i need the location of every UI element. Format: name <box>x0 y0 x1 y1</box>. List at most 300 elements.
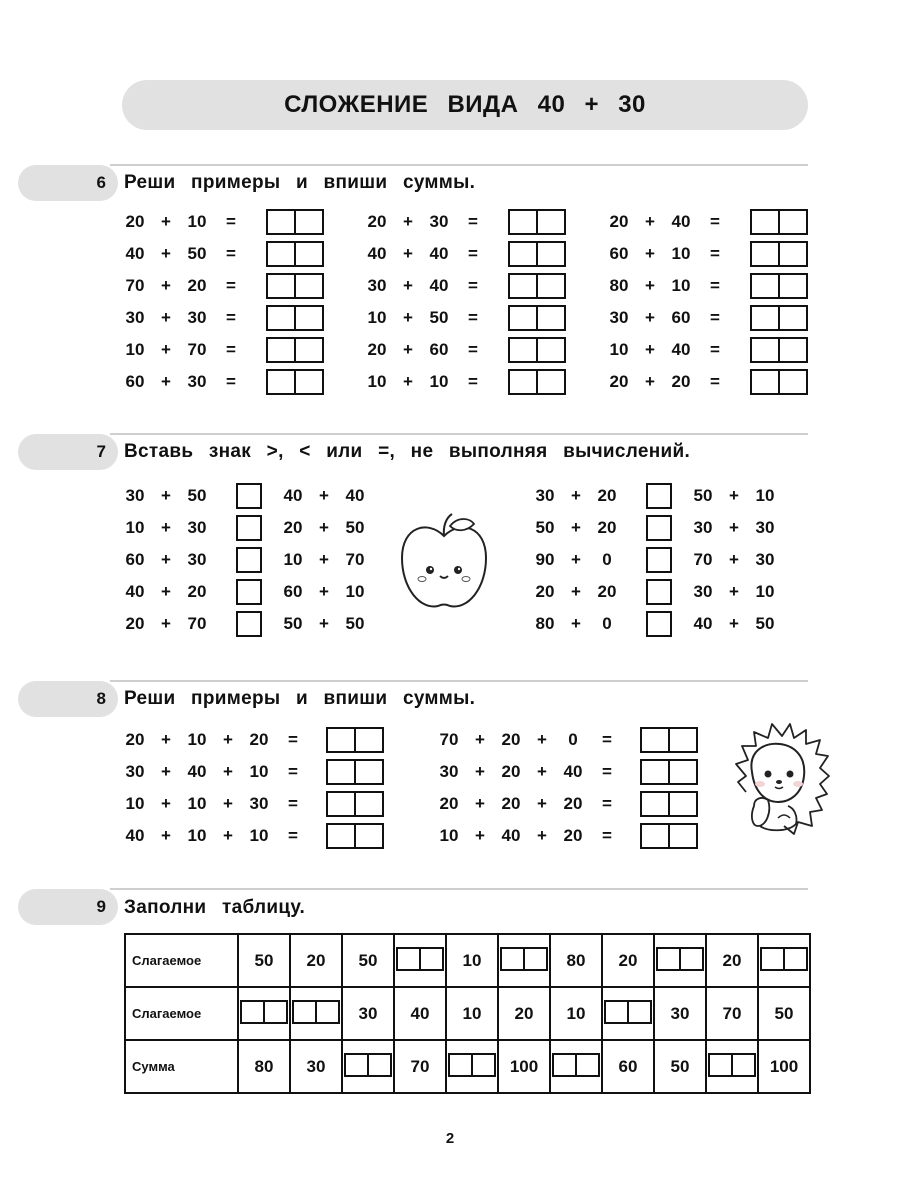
operand: 20 <box>563 826 583 845</box>
plus-sign: + <box>475 730 485 749</box>
plus-sign: + <box>645 276 655 295</box>
operand: 60 <box>671 308 691 327</box>
operand: 30 <box>439 762 459 781</box>
table-answer-box[interactable] <box>396 947 444 971</box>
table-answer-box[interactable] <box>760 947 808 971</box>
plus-sign: + <box>161 614 171 633</box>
plus-sign: + <box>319 614 329 633</box>
compare-sign-box[interactable] <box>236 515 262 541</box>
exercise-row <box>606 368 808 396</box>
plus-sign: + <box>161 244 171 263</box>
answer-box[interactable] <box>326 759 384 785</box>
exercise-row <box>532 482 778 510</box>
plus-sign: + <box>403 276 413 295</box>
operand: 20 <box>671 372 691 391</box>
table-cell[interactable] <box>654 934 706 987</box>
table-cell[interactable] <box>446 1040 498 1093</box>
operand: 40 <box>671 340 691 359</box>
equals-sign: = <box>710 308 720 327</box>
operand: 30 <box>693 582 713 601</box>
equals-sign: = <box>468 276 478 295</box>
table-answer-box[interactable] <box>500 947 548 971</box>
table-cell: 60 <box>602 1040 654 1093</box>
section-number: 6 <box>96 173 106 192</box>
operand: 10 <box>367 308 387 327</box>
plus-sign: + <box>319 518 329 537</box>
table-cell: 10 <box>550 987 602 1040</box>
table-answer-box[interactable] <box>448 1053 496 1077</box>
plus-sign: + <box>161 550 171 569</box>
answer-box[interactable] <box>508 209 566 235</box>
table-cell[interactable] <box>498 934 550 987</box>
operand: 50 <box>187 486 207 505</box>
answer-box[interactable] <box>750 241 808 267</box>
equals-sign: = <box>602 794 612 813</box>
page-title: СЛОЖЕНИЕ ВИДА 40 + 30 <box>284 91 646 118</box>
operand: 60 <box>283 582 303 601</box>
operand: 20 <box>609 372 629 391</box>
equals-sign: = <box>710 212 720 231</box>
table-cell: 20 <box>706 934 758 987</box>
page-title-bar <box>122 80 808 130</box>
equals-sign: = <box>288 794 298 813</box>
equals-sign: = <box>468 340 478 359</box>
operand: 10 <box>671 244 691 263</box>
section-tab <box>38 434 118 470</box>
exercise-row <box>436 758 698 786</box>
operand: 20 <box>535 582 555 601</box>
exercise-row <box>364 336 566 364</box>
equals-sign: = <box>602 762 612 781</box>
exercise-row <box>364 368 566 396</box>
plus-sign: + <box>537 730 547 749</box>
operand: 40 <box>671 212 691 231</box>
answer-box[interactable] <box>750 369 808 395</box>
equals-sign: = <box>710 276 720 295</box>
table-answer-box[interactable] <box>292 1000 340 1024</box>
exercise-row <box>532 546 778 574</box>
exercise-row <box>606 272 808 300</box>
exercise-row <box>436 790 698 818</box>
operand: 70 <box>693 550 713 569</box>
operand: 20 <box>125 614 145 633</box>
equals-sign: = <box>710 340 720 359</box>
operand: 50 <box>693 486 713 505</box>
answer-box[interactable] <box>326 791 384 817</box>
exercise-row <box>122 546 368 574</box>
plus-sign: + <box>571 486 581 505</box>
operand: 10 <box>345 582 365 601</box>
operand: 10 <box>187 730 207 749</box>
operand: 60 <box>125 372 145 391</box>
operand: 10 <box>125 518 145 537</box>
exercise-row <box>122 304 324 332</box>
exercise-row <box>122 272 324 300</box>
plus-sign: + <box>161 308 171 327</box>
table-cell: 80 <box>550 934 602 987</box>
exercise-row <box>606 240 808 268</box>
exercise-row <box>606 304 808 332</box>
equals-sign: = <box>226 212 236 231</box>
table-cell: 70 <box>394 1040 446 1093</box>
plus-sign: + <box>645 212 655 231</box>
exercise-row <box>436 822 698 850</box>
fill-table <box>124 933 811 1094</box>
compare-sign-box[interactable] <box>646 611 672 637</box>
plus-sign: + <box>319 550 329 569</box>
plus-sign: + <box>223 730 233 749</box>
section-divider <box>110 433 808 435</box>
plus-sign: + <box>319 582 329 601</box>
operand: 20 <box>367 212 387 231</box>
plus-sign: + <box>403 212 413 231</box>
operand: 30 <box>609 308 629 327</box>
operand: 20 <box>125 212 145 231</box>
operand: 10 <box>283 550 303 569</box>
table-cell: 20 <box>498 987 550 1040</box>
operand: 20 <box>609 212 629 231</box>
plus-sign: + <box>571 614 581 633</box>
answer-box[interactable] <box>266 273 324 299</box>
row-label: Слагаемое <box>125 987 238 1040</box>
exercise-row <box>122 514 368 542</box>
equals-sign: = <box>710 372 720 391</box>
compare-sign-box[interactable] <box>236 579 262 605</box>
exercise-row <box>122 822 384 850</box>
operand: 10 <box>125 794 145 813</box>
table-cell: 80 <box>238 1040 290 1093</box>
table-answer-box[interactable] <box>604 1000 652 1024</box>
operand: 70 <box>187 340 207 359</box>
plus-sign: + <box>223 794 233 813</box>
exercise-row <box>364 272 566 300</box>
table-cell[interactable] <box>758 934 810 987</box>
answer-box[interactable] <box>266 305 324 331</box>
equals-sign: = <box>710 244 720 263</box>
section-tab <box>38 681 118 717</box>
exercise-row <box>364 304 566 332</box>
plus-sign: + <box>161 212 171 231</box>
answer-box[interactable] <box>326 823 384 849</box>
operand: 10 <box>187 212 207 231</box>
answer-box[interactable] <box>508 305 566 331</box>
section-tab <box>38 165 118 201</box>
compare-sign-box[interactable] <box>646 547 672 573</box>
operand: 20 <box>501 762 521 781</box>
table-cell: 10 <box>446 987 498 1040</box>
equals-sign: = <box>602 730 612 749</box>
equals-sign: = <box>468 212 478 231</box>
plus-sign: + <box>403 244 413 263</box>
equals-sign: = <box>226 244 236 263</box>
operand: 90 <box>535 550 555 569</box>
plus-sign: + <box>223 762 233 781</box>
operand: 0 <box>602 614 612 633</box>
operand: 50 <box>345 614 365 633</box>
compare-sign-box[interactable] <box>236 547 262 573</box>
plus-sign: + <box>729 486 739 505</box>
equals-sign: = <box>226 372 236 391</box>
table-cell: 20 <box>602 934 654 987</box>
operand: 40 <box>429 244 449 263</box>
operand: 70 <box>345 550 365 569</box>
operand: 50 <box>345 518 365 537</box>
operand: 40 <box>367 244 387 263</box>
plus-sign: + <box>645 340 655 359</box>
plus-sign: + <box>161 794 171 813</box>
answer-box[interactable] <box>508 337 566 363</box>
section-tab <box>38 889 118 925</box>
plus-sign: + <box>475 794 485 813</box>
equals-sign: = <box>226 276 236 295</box>
plus-sign: + <box>729 614 739 633</box>
plus-sign: + <box>161 340 171 359</box>
plus-sign: + <box>729 550 739 569</box>
operand: 0 <box>602 550 612 569</box>
section-instruction: Вставь знак >, < или =, не выполняя вычислений. <box>124 441 691 462</box>
table-cell: 50 <box>758 987 810 1040</box>
plus-sign: + <box>161 730 171 749</box>
answer-box[interactable] <box>640 791 698 817</box>
table-cell[interactable] <box>602 987 654 1040</box>
operand: 10 <box>755 486 775 505</box>
section-number: 9 <box>96 897 106 916</box>
row-label: Слагаемое <box>125 934 238 987</box>
section-number: 8 <box>96 689 106 708</box>
table-cell: 30 <box>654 987 706 1040</box>
exercise-row <box>122 482 368 510</box>
table-answer-box[interactable] <box>240 1000 288 1024</box>
exercise-row <box>606 208 808 236</box>
table-cell: 10 <box>446 934 498 987</box>
operand: 10 <box>249 826 269 845</box>
table-answer-box[interactable] <box>656 947 704 971</box>
operand: 20 <box>187 276 207 295</box>
plus-sign: + <box>403 308 413 327</box>
section-divider <box>110 680 808 682</box>
equals-sign: = <box>468 308 478 327</box>
table-cell: 30 <box>290 1040 342 1093</box>
table-cell: 30 <box>342 987 394 1040</box>
table-cell: 100 <box>498 1040 550 1093</box>
exercise-row <box>122 208 324 236</box>
operand: 40 <box>501 826 521 845</box>
operand: 40 <box>125 244 145 263</box>
operand: 10 <box>187 826 207 845</box>
table-answer-box[interactable] <box>552 1053 600 1077</box>
page-number: 2 <box>445 1130 455 1147</box>
table-answer-box[interactable] <box>344 1053 392 1077</box>
operand: 30 <box>367 276 387 295</box>
answer-box[interactable] <box>640 727 698 753</box>
exercise-row <box>532 514 778 542</box>
exercise-row <box>436 726 698 754</box>
answer-box[interactable] <box>266 337 324 363</box>
operand: 70 <box>187 614 207 633</box>
table-cell[interactable] <box>290 987 342 1040</box>
operand: 10 <box>367 372 387 391</box>
section-divider <box>110 888 808 890</box>
equals-sign: = <box>468 372 478 391</box>
table-cell: 70 <box>706 987 758 1040</box>
operand: 20 <box>439 794 459 813</box>
operand: 10 <box>755 582 775 601</box>
operand: 40 <box>563 762 583 781</box>
operand: 20 <box>249 730 269 749</box>
operand: 40 <box>693 614 713 633</box>
operand: 40 <box>345 486 365 505</box>
exercise-row <box>122 758 384 786</box>
operand: 0 <box>568 730 578 749</box>
section-divider <box>110 164 808 166</box>
table-cell[interactable] <box>550 1040 602 1093</box>
plus-sign: + <box>571 582 581 601</box>
operand: 60 <box>429 340 449 359</box>
exercise-row <box>532 610 778 638</box>
operand: 10 <box>249 762 269 781</box>
answer-box[interactable] <box>508 369 566 395</box>
compare-sign-box[interactable] <box>236 611 262 637</box>
operand: 60 <box>609 244 629 263</box>
answer-box[interactable] <box>266 241 324 267</box>
plus-sign: + <box>571 550 581 569</box>
compare-sign-box[interactable] <box>646 483 672 509</box>
operand: 20 <box>187 582 207 601</box>
plus-sign: + <box>319 486 329 505</box>
operand: 10 <box>671 276 691 295</box>
answer-box[interactable] <box>508 273 566 299</box>
table-row <box>125 1040 810 1093</box>
compare-sign-box[interactable] <box>646 515 672 541</box>
operand: 50 <box>283 614 303 633</box>
operand: 50 <box>187 244 207 263</box>
operand: 10 <box>439 826 459 845</box>
operand: 20 <box>597 486 617 505</box>
operand: 40 <box>125 582 145 601</box>
plus-sign: + <box>729 518 739 537</box>
plus-sign: + <box>161 762 171 781</box>
apple-illustration <box>398 512 490 612</box>
table-cell[interactable] <box>238 987 290 1040</box>
exercise-row <box>122 610 368 638</box>
equals-sign: = <box>468 244 478 263</box>
operand: 30 <box>125 762 145 781</box>
equals-sign: = <box>226 308 236 327</box>
plus-sign: + <box>403 340 413 359</box>
operand: 20 <box>597 582 617 601</box>
operand: 30 <box>249 794 269 813</box>
exercise-row <box>122 336 324 364</box>
operand: 60 <box>125 550 145 569</box>
answer-box[interactable] <box>750 273 808 299</box>
plus-sign: + <box>475 826 485 845</box>
operand: 30 <box>125 308 145 327</box>
operand: 50 <box>429 308 449 327</box>
table-row <box>125 934 810 987</box>
operand: 30 <box>187 308 207 327</box>
answer-box[interactable] <box>640 823 698 849</box>
exercise-row <box>606 336 808 364</box>
operand: 50 <box>755 614 775 633</box>
answer-box[interactable] <box>508 241 566 267</box>
operand: 80 <box>535 614 555 633</box>
plus-sign: + <box>161 582 171 601</box>
exercise-row <box>122 790 384 818</box>
operand: 50 <box>535 518 555 537</box>
operand: 40 <box>283 486 303 505</box>
equals-sign: = <box>288 762 298 781</box>
exercise-row <box>122 240 324 268</box>
operand: 10 <box>429 372 449 391</box>
operand: 30 <box>755 518 775 537</box>
table-cell: 50 <box>238 934 290 987</box>
table-cell: 50 <box>342 934 394 987</box>
operand: 20 <box>367 340 387 359</box>
plus-sign: + <box>161 276 171 295</box>
answer-box[interactable] <box>266 369 324 395</box>
operand: 40 <box>429 276 449 295</box>
answer-box[interactable] <box>750 209 808 235</box>
answer-box[interactable] <box>266 209 324 235</box>
operand: 30 <box>125 486 145 505</box>
operand: 30 <box>187 550 207 569</box>
plus-sign: + <box>223 826 233 845</box>
answer-box[interactable] <box>750 305 808 331</box>
section-instruction: Заполни таблицу. <box>124 897 306 918</box>
operand: 20 <box>501 730 521 749</box>
answer-box[interactable] <box>640 759 698 785</box>
operand: 40 <box>187 762 207 781</box>
compare-sign-box[interactable] <box>646 579 672 605</box>
plus-sign: + <box>537 826 547 845</box>
table-cell: 100 <box>758 1040 810 1093</box>
plus-sign: + <box>161 826 171 845</box>
plus-sign: + <box>161 372 171 391</box>
plus-sign: + <box>537 794 547 813</box>
operand: 10 <box>187 794 207 813</box>
answer-box[interactable] <box>750 337 808 363</box>
table-cell[interactable] <box>706 1040 758 1093</box>
answer-box[interactable] <box>326 727 384 753</box>
equals-sign: = <box>288 730 298 749</box>
exercise-row <box>122 726 384 754</box>
exercise-row <box>122 368 324 396</box>
operand: 40 <box>125 826 145 845</box>
exercise-row <box>122 578 368 606</box>
plus-sign: + <box>537 762 547 781</box>
hedgehog-illustration <box>732 722 830 837</box>
operand: 10 <box>125 340 145 359</box>
table-cell: 20 <box>290 934 342 987</box>
plus-sign: + <box>161 518 171 537</box>
plus-sign: + <box>403 372 413 391</box>
operand: 20 <box>563 794 583 813</box>
table-cell: 40 <box>394 987 446 1040</box>
table-cell[interactable] <box>394 934 446 987</box>
operand: 80 <box>609 276 629 295</box>
compare-sign-box[interactable] <box>236 483 262 509</box>
equals-sign: = <box>602 826 612 845</box>
equals-sign: = <box>226 340 236 359</box>
exercise-row <box>532 578 778 606</box>
table-answer-box[interactable] <box>708 1053 756 1077</box>
operand: 20 <box>283 518 303 537</box>
operand: 30 <box>535 486 555 505</box>
table-row <box>125 987 810 1040</box>
exercise-row <box>364 240 566 268</box>
operand: 20 <box>125 730 145 749</box>
table-cell[interactable] <box>342 1040 394 1093</box>
